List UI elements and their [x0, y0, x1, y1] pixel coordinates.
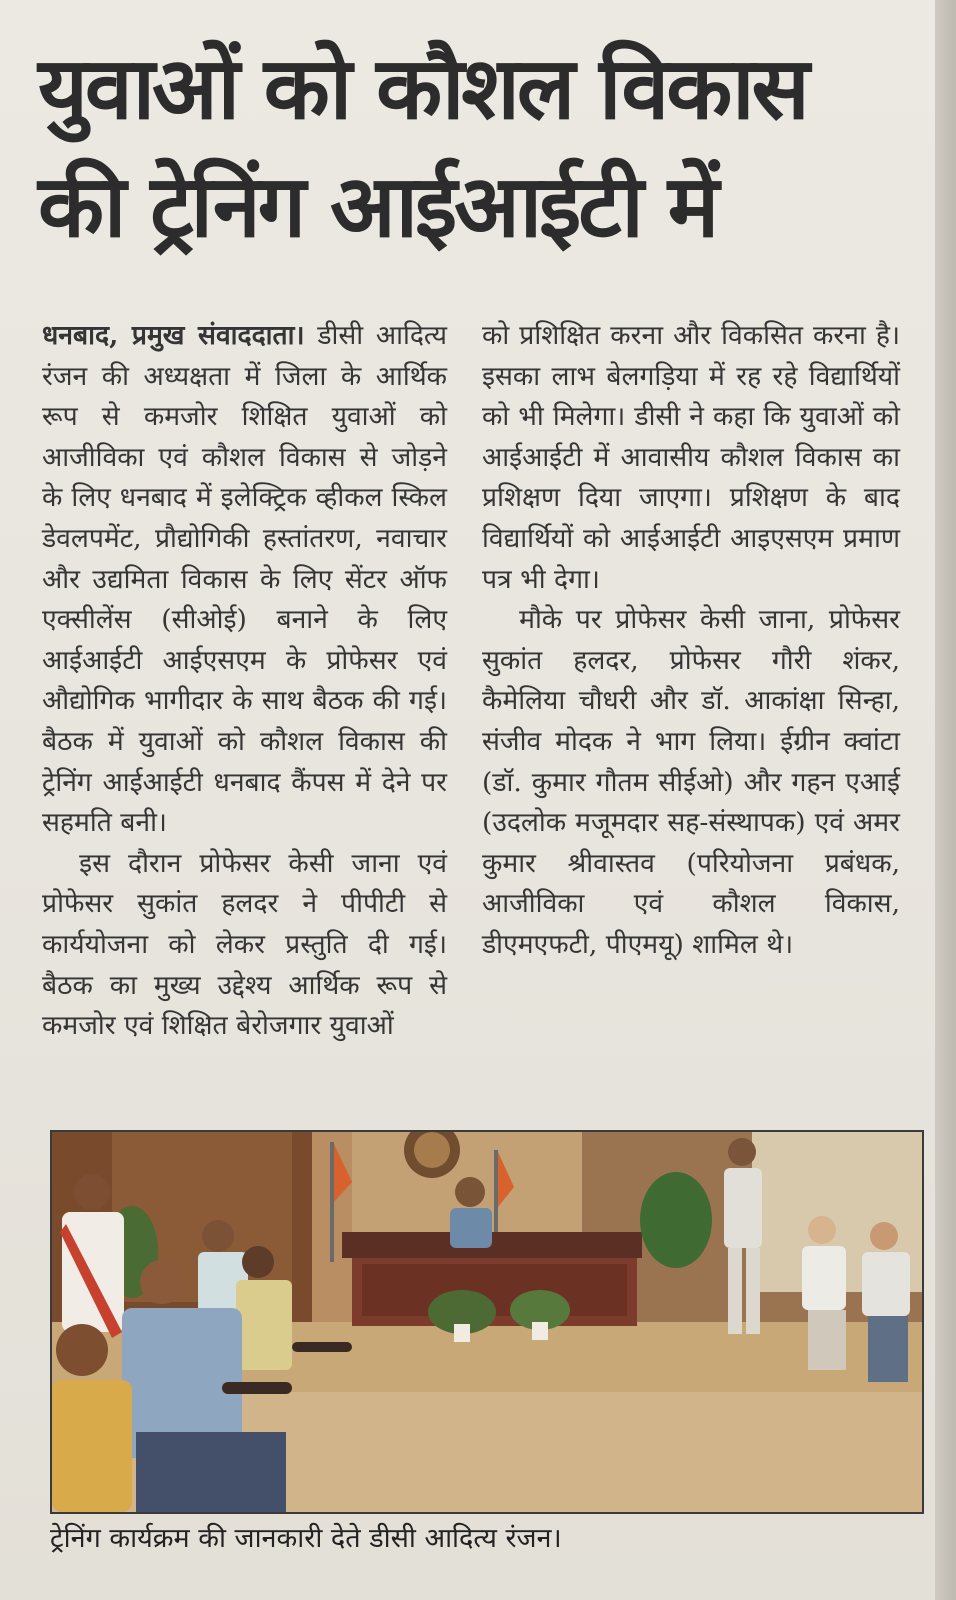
dateline: धनबाद, प्रमुख संवाददाता। — [42, 320, 305, 351]
paragraph-4: मौके पर प्रोफेसर केसी जाना, प्रोफेसर सुकांत हलदर, प्रोफेसर गौरी शंकर, कैमेलिया चौधरी और डॉ. आकांक्षा सिन्हा, संजीव मोदक ने भाग लिया। ईग्रीन क्वांटा (डॉ. कुमार गौतम सीईओ) और गहन एआई (उदलोक मजूमदार सह-संस्थापक) एवं अमर कुमार श्रीवास्तव (परियोजना प्रबंधक, आजीविका एवं कौशल विकास, डीएमएफटी, पीएमयू) शामिल थे। — [482, 604, 900, 960]
paragraph-2: इस दौरान प्रोफेसर केसी जाना एवं प्रोफेसर सुकांत हलदर ने पीपीटी से कार्ययोजना को लेकर प्रस्तुति दी गई। बैठक का मुख्य उद्देश्य आर्थिक रूप से कमजोर एवं शिक्षित बेरोजगार युवाओं — [42, 847, 447, 1042]
article-column-right — [482, 316, 900, 966]
paragraph-3: को प्रशिक्षित करना और विकसित करना है। इसका लाभ बेलगड़िया में रह रहे विद्यार्थियों को भी मिलेगा। डीसी ने कहा कि युवाओं को आईआईटी में आवासीय कौशल विकास का प्रशिक्षण दिया जाएगा। प्रशिक्षण के बाद विद्यार्थियों को आईआईटी आइएसएम प्रमाण पत्र भी देगा। — [482, 320, 900, 595]
headline-line-2: की ट्रेनिंग आईआईटी में — [38, 157, 717, 257]
paragraph-1-text: डीसी आदित्य रंजन की अध्यक्षता में जिला के आर्थिक रूप से कमजोर शिक्षित युवाओं को आजीविका एवं कौशल विकास से जोड़ने के लिए धनबाद में इलेक्ट्रिक व्हीकल स्किल डेवलपमेंट, प्रौद्योगिकी हस्तांतरण, नवाचार और उद्यमिता विकास के लिए सेंटर ऑफ एक्सीलेंस (सीओई) बनाने के लिए आईआईटी आईएसएम के प्रोफेसर एवं औद्योगिक भागीदार के साथ बैठक की गई। बैठक में युवाओं को कौशल विकास की ट्रेनिंग आईआईटी धनबाद कैंपस में देने पर सहमति बनी। — [42, 320, 447, 839]
paragraph-1 — [42, 316, 447, 844]
page-edge — [935, 0, 956, 1600]
article-column-left — [42, 316, 447, 1047]
headline-line-1: युवाओं को कौशल विकास — [38, 39, 807, 139]
news-photo — [50, 1130, 924, 1514]
photo-caption: ट्रेनिंग कार्यक्रम की जानकारी देते डीसी आदित्य रंजन। — [50, 1523, 562, 1554]
headline — [38, 30, 918, 266]
